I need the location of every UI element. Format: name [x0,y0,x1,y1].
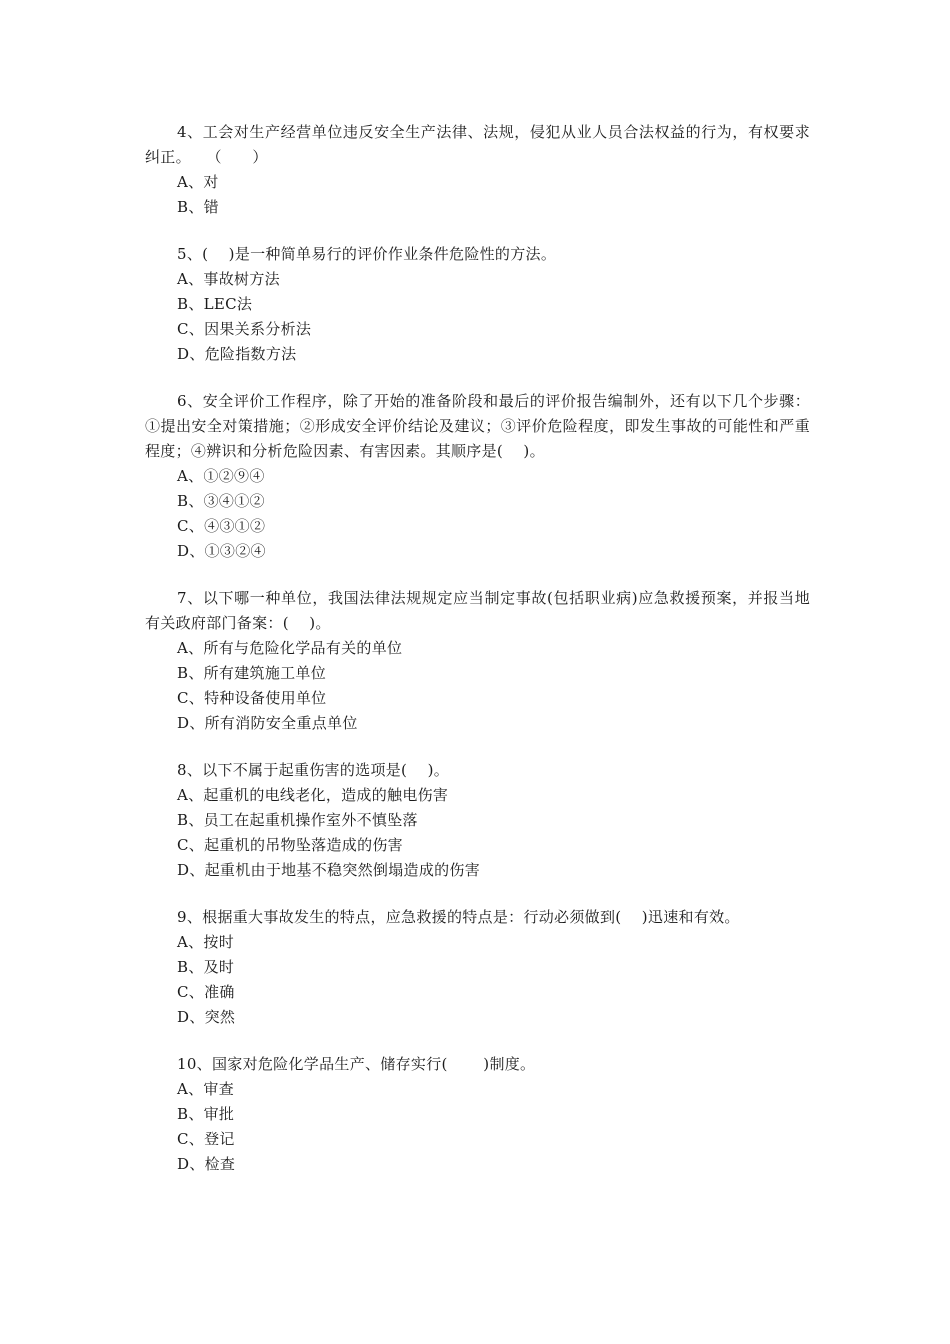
question-9 [145,905,810,1030]
question-text: 10、国家对危险化学品生产、储存实行( )制度。 [177,1055,536,1073]
question-text: 8、以下不属于起重伤害的选项是( )。 [177,761,450,779]
option-b: B、LEC法 [177,295,253,313]
question-5 [145,242,810,367]
question-6 [145,389,810,564]
option-list [145,636,810,736]
document-page [145,120,810,1199]
option-c: C、特种设备使用单位 [177,689,327,707]
option-list [145,1077,810,1177]
question-7 [145,586,810,736]
question-8 [145,758,810,883]
option-list [145,267,810,367]
option-d: D、所有消防安全重点单位 [177,714,358,732]
question-text: 9、根据重大事故发生的特点，应急救援的特点是：行动必须做到( )迅速和有效。 [177,908,740,926]
option-a: A、①②⑨④ [177,467,265,485]
option-d: D、突然 [177,1008,236,1026]
option-c: C、准确 [177,983,235,1001]
option-list [145,783,810,883]
option-b: B、及时 [177,958,235,976]
question-10 [145,1052,810,1177]
option-c: C、登记 [177,1130,235,1148]
option-c: C、因果关系分析法 [177,320,312,338]
option-c: C、起重机的吊物坠落造成的伤害 [177,836,403,854]
option-c: C、④③①② [177,517,266,535]
option-d: D、①③②④ [177,542,266,560]
option-a: A、事故树方法 [177,270,280,288]
question-text: 5、( )是一种简单易行的评价作业条件危险性的方法。 [177,245,557,263]
option-d: D、检查 [177,1155,236,1173]
question-text: 7、以下哪一种单位，我国法律法规规定应当制定事故(包括职业病)应急救援预案，并报当地有关政府部门备案：( )。 [145,589,810,632]
option-b: B、员工在起重机操作室外不慎坠落 [177,811,418,829]
option-a: A、审查 [177,1080,235,1098]
option-b: B、审批 [177,1105,235,1123]
option-b: B、所有建筑施工单位 [177,664,327,682]
option-a: A、对 [177,173,219,191]
option-a: A、所有与危险化学品有关的单位 [177,639,403,657]
option-list [145,464,810,564]
question-text: 6、安全评价工作程序，除了开始的准备阶段和最后的评价报告编制外，还有以下几个步骤：①提出安全对策措施；②形成安全评价结论及建议；③评价危险程度，即发生事故的可能性和严重程度；④辨识和分析危险因素、有害因素。其顺序是( )。 [145,392,810,460]
option-list [145,930,810,1030]
option-list [145,170,810,220]
option-a: A、按时 [177,933,235,951]
option-d: D、起重机由于地基不稳突然倒塌造成的伤害 [177,861,481,879]
question-4 [145,120,810,220]
option-b: B、③④①② [177,492,265,510]
option-d: D、危险指数方法 [177,345,297,363]
question-text: 4、工会对生产经营单位违反安全生产法律、法规，侵犯从业人员合法权益的行为，有权要求纠正。 （ ） [145,123,810,166]
option-a: A、起重机的电线老化，造成的触电伤害 [177,786,449,804]
option-b: B、错 [177,198,219,216]
